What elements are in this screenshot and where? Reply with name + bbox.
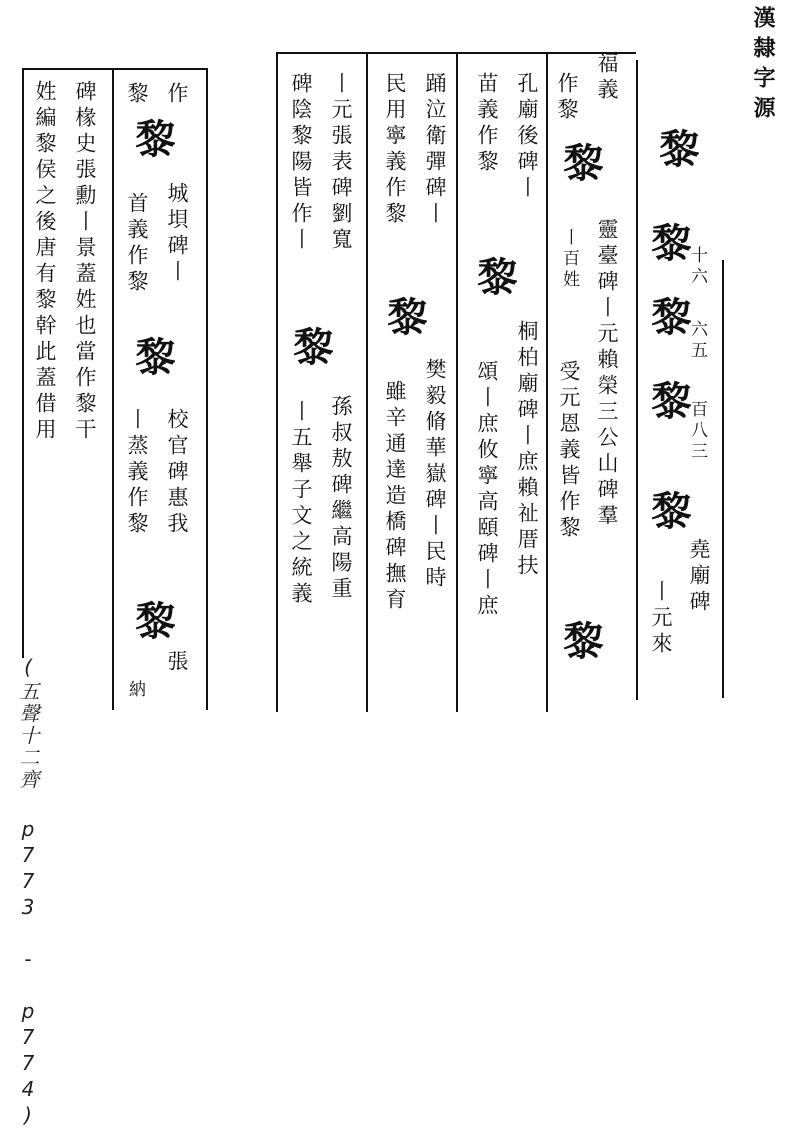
column-rule	[276, 52, 278, 712]
column-rule	[722, 260, 724, 698]
headword-glyph: 黎	[471, 256, 518, 298]
text-column: 首義作黎	[125, 192, 149, 296]
headword-glyph: 黎	[557, 142, 604, 184]
text-column: 靈臺碑丨元賴榮三公山碑羣	[595, 218, 619, 530]
text-column: 福義	[595, 52, 619, 104]
text-column: 堯廟碑	[687, 538, 711, 616]
headword-glyph: 黎	[653, 128, 700, 170]
text-column: 納	[125, 680, 145, 701]
column-rule	[22, 68, 24, 658]
column-rule	[636, 60, 638, 700]
text-column: 受元恩義皆作黎	[557, 360, 581, 542]
text-column: 作黎	[555, 72, 579, 124]
text-column: 苗義作黎	[475, 72, 499, 176]
headword-glyph: 黎	[645, 296, 692, 338]
text-column: 黎	[125, 82, 149, 108]
headword-glyph: 黎	[645, 380, 692, 422]
text-column: 丨元來	[649, 580, 673, 658]
headword-glyph: 黎	[129, 118, 176, 160]
text-column: 頌丨庶攸寧高頤碑丨庶	[475, 360, 499, 620]
text-column: 姓編黎侯之後唐有黎幹此蓋借用	[33, 80, 57, 444]
headword-glyph: 黎	[129, 600, 176, 642]
column-rule	[456, 52, 458, 712]
text-column: 張	[165, 650, 189, 676]
text-column: 作	[165, 82, 189, 108]
headword-glyph: 黎	[645, 222, 692, 264]
text-column: 民用寧義作黎	[383, 72, 407, 228]
text-column: 百八三	[687, 400, 707, 463]
headword-glyph: 黎	[287, 326, 334, 368]
column-rule	[112, 68, 114, 710]
text-column: 孔廟後碑丨	[515, 72, 539, 202]
headword-glyph: 黎	[129, 336, 176, 378]
text-column: 雖辛通達造橋碑撫育	[383, 380, 407, 614]
page-title: 漢隸字源	[750, 6, 776, 126]
top-rule	[276, 52, 636, 54]
text-column: 丨百姓	[559, 228, 579, 291]
text-column: 碑椽史張勳丨景蓋姓也當作黎干	[73, 80, 97, 444]
text-column: 孫叔敖碑繼高陽重	[329, 395, 353, 603]
text-column: 丨五舉子文之統義	[289, 400, 313, 608]
text-column: 桐柏廟碑丨庶賴祉厝扶	[515, 320, 539, 580]
top-rule	[22, 68, 208, 70]
text-column: 丨元張表碑劉寬	[329, 72, 353, 254]
headword-glyph: 黎	[557, 620, 604, 662]
text-column: 碑陰黎陽皆作丨	[289, 72, 313, 254]
text-column: 踊泣衛彈碑丨	[423, 72, 447, 228]
text-column: 十六	[687, 246, 707, 288]
column-rule	[546, 52, 548, 712]
text-column: 丨蒸義作黎	[125, 408, 149, 538]
text-column: 六五	[687, 320, 707, 362]
handwritten-note: (五聲十二齊 p773 - p774)	[16, 655, 40, 1129]
text-column: 校官碑惠我	[165, 408, 189, 538]
column-rule	[206, 68, 208, 710]
headword-glyph: 黎	[381, 296, 428, 338]
text-column: 樊毅脩華嶽碑丨民時	[423, 358, 447, 592]
text-column: 城垻碑丨	[165, 182, 189, 286]
column-rule	[366, 52, 368, 712]
headword-glyph: 黎	[645, 490, 692, 532]
